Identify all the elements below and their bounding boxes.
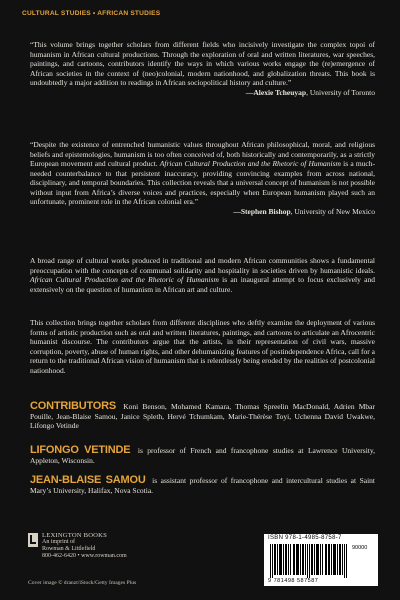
- cover-image-credit: Cover image © dranzt/iStock/Getty Images Plus: [28, 580, 137, 586]
- review-1-author: —Alexie Tcheuyap: [245, 87, 307, 97]
- publisher-line-2: An imprint of: [42, 539, 75, 545]
- description-1-text-b: is an inaugural attempt to focus exclusively and extensively on the question of humanism in African art and culture.: [30, 275, 375, 294]
- contributors-names: Koni Benson, Mohamed Kamara, Thomas Spreelin MacDonald, Adrien Mbar Pouille, Jean-Blaise Samou, Janice Spleth, Hervé Tchumkam, Marie-Thérèse Toyi, Uchenna David Uwakwe, Lifongo Vetinde: [30, 402, 376, 430]
- review-1-attribution: [30, 88, 375, 98]
- publisher-text: [42, 532, 172, 560]
- review-2-text-a: “Despite the existence of entrenched humanistic values throughout African philosophical, moral, and religious beliefs and epistemologies, humanism is too often conceived of, both historically and contemporarily, as a strictly European movement and cultural product.: [30, 140, 375, 168]
- barcode-digits: 9 781498 587587: [268, 578, 319, 584]
- editor-2-name: JEAN-BLAISE SAMOU: [30, 474, 146, 486]
- review-blurb-1: [30, 40, 375, 97]
- description-1-book-title: African Cultural Production and the Rhetoric of Humanism: [30, 275, 219, 284]
- category-label: CULTURAL STUDIES • AFRICAN STUDIES: [22, 10, 161, 17]
- publisher-name: LEXINGTON BOOKS: [42, 532, 107, 539]
- contributors-heading: CONTRIBUTORS: [30, 400, 117, 412]
- contributors-section: [30, 402, 375, 431]
- editor-2-bio: is assistant professor of francophone and intercultural studies at Saint Mary’s University, Halifax, Nova Scotia.: [30, 476, 376, 495]
- publisher-line-3: Rowman & Littlefield: [42, 546, 96, 552]
- review-2-book-title: African Cultural Production and the Rhetoric of Humanism: [159, 159, 341, 168]
- review-2-text-b: is a much-needed counterbalance to that persistent inaccuracy, providing convincing examples from across national, disciplinary, and temporal boundaries. This collection reveals that a universal concept of humanism is not possible without input from Africa’s diverse voices and practices, especially when European humanism played such an unfortunate, prominent role in the African colonial era.”: [30, 159, 375, 206]
- review-1-text: “This volume brings together scholars from different fields who incisively investigate the complex topoi of humanism in African cultural productions. Through the exploration of oral and written literatures, war speeches, paintings, and cartoons, contributors identify the ways in which various works engage the (re)emergence of African societies in the context of (neo)colonial, modern nationhood, and globalization threats. This book is undoubtedly a major addition to readings in African sociopolitical history and culture.”: [30, 40, 375, 87]
- editor-1-bio: is professor of French and francophone studies at Lawrence University, Appleton, Wisconsin.: [30, 446, 376, 465]
- review-2-attribution: [30, 207, 375, 217]
- description-1-text-a: A broad range of cultural works produced in traditional and modern African communities shows a fundamental preoccupation with the concepts of communal solidarity and hospitality in societies driven by humanistic ideals.: [30, 256, 375, 275]
- isbn-barcode: [264, 534, 378, 586]
- publisher-logo-icon: [28, 533, 38, 547]
- editor-bio-1: [30, 446, 375, 465]
- editor-bio-2: [30, 476, 375, 495]
- description-paragraph-1: [30, 256, 375, 294]
- review-1-affiliation: , University of Toronto: [306, 87, 375, 97]
- editor-1-name: LIFONGO VETINDE: [30, 444, 131, 456]
- ean-barcode-graphic: [270, 544, 348, 578]
- review-2-affiliation: , University of New Mexico: [290, 206, 375, 216]
- isbn-number: ISBN 978-1-4985-8758-7: [268, 535, 342, 541]
- publisher-contact: 800-462-6420 • www.rowman.com: [42, 553, 127, 559]
- price-code: 90000: [352, 545, 368, 551]
- description-paragraph-2: This collection brings together scholars from different disciplines who deftly examine the deployment of various forms of artistic production such as oral and written literatures, paintings, and cartoons to articulate an Afrocentric humanist discourse. The contributors argue that the artists, in their representation of civil wars, massive corruption, poverty, abuse of human rights, and other dehumanizing features of postindependence Africa, call for a return to the traditional African vision of humanism that is relentlessly being eroded by the realities of postcolonial nationhood.: [30, 318, 375, 375]
- review-blurb-2: [30, 140, 375, 216]
- review-2-author: —Stephen Bishop: [233, 206, 291, 216]
